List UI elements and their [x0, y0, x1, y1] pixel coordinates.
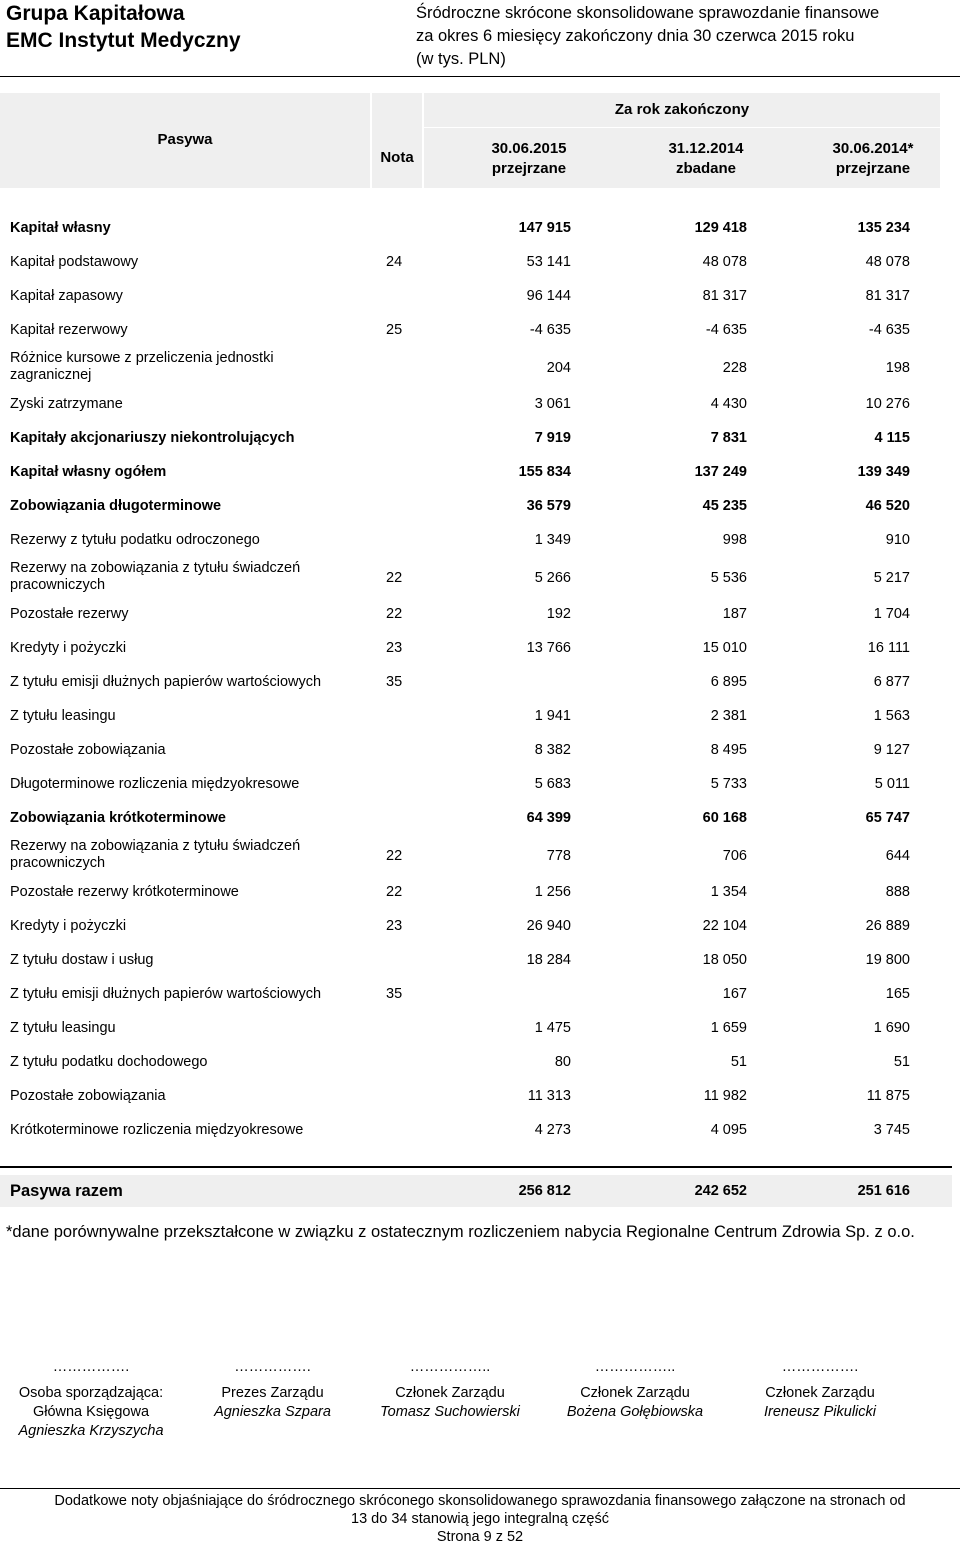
row-value-2014-12: 8 495 [710, 742, 747, 758]
row-label-continued: zagranicznej [10, 367, 92, 383]
row-value-2014-06: 51 [893, 1054, 910, 1070]
row-value-2014-06: 3 745 [873, 1122, 910, 1138]
col3-status: przejrzane [835, 160, 911, 177]
row-value-2015-06: 5 683 [534, 776, 571, 792]
row-label: Krótkoterminowe rozliczenia międzyokresowe [10, 1122, 304, 1138]
row-label: Kapitał zapasowy [10, 288, 123, 304]
row-value-2014-06: 644 [885, 848, 910, 864]
signature-line: …………….. [409, 1359, 491, 1375]
signature-role: Osoba sporządzająca: [18, 1385, 164, 1401]
row-note: 23 [386, 918, 403, 934]
header-inner-divider [424, 127, 940, 128]
report-title [416, 2, 879, 71]
row-value-2014-06: 1 704 [873, 606, 910, 622]
row-value-2014-06: 6 877 [873, 674, 910, 690]
row-value-2014-12: 167 [722, 986, 747, 1002]
row-label: Różnice kursowe z przeliczenia jednostki [10, 350, 274, 366]
row-value-2015-06: 7 919 [534, 430, 571, 446]
row-note: 22 [386, 884, 403, 900]
col1-date: 30.06.2015 [491, 140, 567, 157]
row-value-2014-06: 9 127 [873, 742, 910, 758]
row-value-2014-12: 228 [722, 360, 747, 376]
row-value-2014-06: 11 875 [866, 1088, 910, 1104]
row-value-2014-06: 139 349 [857, 464, 910, 480]
row-value-2015-06: 36 579 [526, 498, 571, 514]
row-label: Pozostałe rezerwy [10, 606, 129, 622]
signature-role: Prezes Zarządu [221, 1385, 324, 1401]
row-value-2014-12: 4 095 [710, 1122, 747, 1138]
row-value-2014-06: 165 [885, 986, 910, 1002]
row-label: Kapitał własny ogółem [10, 464, 167, 480]
row-label: Zobowiązania długoterminowe [10, 498, 222, 514]
row-value-2014-12: 18 050 [702, 952, 747, 968]
row-value-2015-06: -4 635 [529, 322, 571, 338]
row-value-2014-06: 135 234 [857, 220, 910, 236]
total-label: Pasywa razem [10, 1182, 123, 1200]
row-label: Z tytułu podatku dochodowego [10, 1054, 208, 1070]
col1-status: przejrzane [491, 160, 567, 177]
row-value-2014-06: 16 111 [867, 640, 910, 656]
row-note: 35 [386, 986, 403, 1002]
row-label: Rezerwy z tytułu podatku odroczonego [10, 532, 260, 548]
row-value-2014-12: 7 831 [710, 430, 747, 446]
row-label: Zyski zatrzymane [10, 396, 123, 412]
signature-name: Tomasz Suchowierski [380, 1404, 520, 1420]
row-label: Z tytułu emisji dłużnych papierów wartościowych [10, 986, 322, 1002]
row-value-2014-06: 4 115 [874, 430, 910, 446]
row-value-2014-12: 81 317 [702, 288, 747, 304]
row-label: Pozostałe rezerwy krótkoterminowe [10, 884, 239, 900]
row-value-2014-12: 2 381 [710, 708, 747, 724]
row-value-2014-12: 45 235 [702, 498, 747, 514]
row-value-2014-06: 198 [885, 360, 910, 376]
row-value-2014-06: 46 520 [865, 498, 910, 514]
row-value-2015-06: 147 915 [518, 220, 571, 236]
col2-status: zbadane [675, 160, 736, 177]
signature-line: ……………. [234, 1359, 311, 1375]
row-value-2014-12: 6 895 [710, 674, 747, 690]
row-label: Z tytułu leasingu [10, 708, 116, 724]
footer-note-line-2: 13 do 34 stanowią jego integralną część [351, 1511, 609, 1527]
signature-president [200, 1358, 345, 1422]
row-value-2014-06: 910 [885, 532, 910, 548]
pasywa-label: Pasywa [157, 131, 213, 148]
row-label-continued: pracowniczych [10, 577, 106, 593]
header-divider [0, 76, 960, 77]
signature-role: Członek Zarządu [395, 1385, 505, 1401]
column-header-periods [424, 93, 940, 188]
row-label: Z tytułu leasingu [10, 1020, 116, 1036]
row-label: Z tytułu dostaw i usług [10, 952, 154, 968]
signature-accountant [6, 1358, 176, 1441]
total-value-2015: 256 812 [518, 1183, 571, 1199]
company-line-1: Grupa Kapitałowa [6, 2, 185, 25]
row-value-2014-06: 81 317 [865, 288, 910, 304]
total-divider [0, 1166, 952, 1168]
footer-divider [0, 1488, 960, 1489]
row-value-2014-12: 187 [722, 606, 747, 622]
row-label: Kredyty i pożyczki [10, 640, 127, 656]
row-label: Kapitał rezerwowy [10, 322, 128, 338]
signature-role-2: Główna Księgowa [32, 1404, 150, 1420]
total-row [0, 1175, 952, 1207]
report-line-3: (w tys. PLN) [416, 50, 506, 68]
row-value-2015-06: 3 061 [534, 396, 571, 412]
report-line-2: za okres 6 miesięcy zakończony dnia 30 czerwca 2015 roku [416, 27, 855, 45]
row-value-2015-06: 18 284 [526, 952, 571, 968]
row-value-2014-06: -4 635 [868, 322, 910, 338]
row-value-2014-06: 5 011 [874, 776, 910, 792]
row-value-2015-06: 1 475 [534, 1020, 571, 1036]
signature-role: Członek Zarządu [580, 1385, 690, 1401]
column-header-nota [372, 93, 422, 188]
row-value-2015-06: 8 382 [534, 742, 571, 758]
row-note: 22 [386, 606, 403, 622]
row-value-2014-06: 1 690 [873, 1020, 910, 1036]
row-value-2014-06: 5 217 [873, 570, 910, 586]
row-note: 25 [386, 322, 403, 338]
row-value-2015-06: 192 [546, 606, 571, 622]
row-value-2014-12: 137 249 [694, 464, 747, 480]
col1-header [464, 139, 594, 179]
row-label: Zobowiązania krótkoterminowe [10, 810, 226, 826]
row-value-2014-12: 5 536 [710, 570, 747, 586]
page-footer [0, 1492, 960, 1546]
row-label: Kredyty i pożyczki [10, 918, 127, 934]
footnote: *dane porównywalne przekształcone w związku z ostatecznym rozliczeniem nabycia Regionalne Centrum Zdrowia Sp. z o.o. [6, 1223, 915, 1241]
row-value-2014-12: 5 733 [710, 776, 747, 792]
col3-date: 30.06.2014* [832, 140, 914, 157]
row-note: 23 [386, 640, 403, 656]
row-note: 22 [386, 848, 403, 864]
row-value-2015-06: 155 834 [518, 464, 571, 480]
row-value-2015-06: 11 313 [527, 1088, 571, 1104]
row-value-2014-06: 19 800 [865, 952, 910, 968]
row-note: 22 [386, 570, 403, 586]
row-label: Kapitał podstawowy [10, 254, 139, 270]
row-label: Z tytułu emisji dłużnych papierów wartościowych [10, 674, 322, 690]
row-label: Rezerwy na zobowiązania z tytułu świadczeń [10, 838, 301, 854]
row-value-2014-12: 1 659 [710, 1020, 747, 1036]
row-value-2015-06: 1 349 [534, 532, 571, 548]
row-label: Kapitały akcjonariuszy niekontrolujących [10, 430, 295, 446]
signature-role: Członek Zarządu [765, 1385, 875, 1401]
row-value-2015-06: 1 941 [534, 708, 571, 724]
signature-name: Agnieszka Szpara [214, 1404, 331, 1420]
row-value-2014-12: 48 078 [702, 254, 747, 270]
row-value-2015-06: 64 399 [526, 810, 571, 826]
row-label: Rezerwy na zobowiązania z tytułu świadczeń [10, 560, 301, 576]
signature-board-member-3 [740, 1358, 900, 1422]
row-value-2014-12: 22 104 [702, 918, 747, 934]
row-value-2015-06: 13 766 [526, 640, 571, 656]
row-value-2014-12: 15 010 [702, 640, 747, 656]
row-value-2015-06: 204 [546, 360, 571, 376]
row-value-2015-06: 53 141 [526, 254, 571, 270]
row-label: Kapitał własny [10, 220, 111, 236]
signature-board-member-2 [550, 1358, 720, 1422]
row-label: Pozostałe zobowiązania [10, 1088, 166, 1104]
row-value-2015-06: 96 144 [526, 288, 571, 304]
row-label-continued: pracowniczych [10, 855, 106, 871]
row-value-2014-12: 11 982 [703, 1088, 747, 1104]
signature-name: Ireneusz Pikulicki [763, 1404, 876, 1420]
row-value-2015-06: 5 266 [534, 570, 571, 586]
col2-header [636, 139, 776, 179]
row-value-2014-12: 706 [722, 848, 747, 864]
column-header-pasywa [0, 93, 370, 188]
row-label: Długoterminowe rozliczenia międzyokresowe [10, 776, 300, 792]
row-value-2015-06: 1 256 [534, 884, 571, 900]
page-number: Strona 9 z 52 [436, 1529, 524, 1545]
row-value-2015-06: 26 940 [526, 918, 571, 934]
row-label: Pozostałe zobowiązania [10, 742, 166, 758]
row-value-2014-12: -4 635 [705, 322, 747, 338]
row-value-2014-06: 888 [885, 884, 910, 900]
col2-date: 31.12.2014 [668, 140, 744, 157]
total-value-2014-12: 242 652 [694, 1183, 747, 1199]
row-value-2014-12: 998 [722, 532, 747, 548]
row-value-2014-06: 48 078 [865, 254, 910, 270]
signature-line: …………….. [594, 1359, 676, 1375]
signature-line: ……………. [781, 1359, 859, 1375]
company-line-2: EMC Instytut Medyczny [6, 29, 241, 52]
row-note: 35 [386, 674, 403, 690]
nota-label: Nota [380, 149, 414, 166]
row-value-2014-06: 10 276 [865, 396, 910, 412]
col3-header [806, 139, 940, 179]
row-value-2014-12: 1 354 [710, 884, 747, 900]
row-note: 24 [386, 254, 403, 270]
row-value-2014-12: 129 418 [694, 220, 747, 236]
row-value-2014-12: 51 [730, 1054, 747, 1070]
company-name [6, 0, 241, 54]
signature-board-member-1 [365, 1358, 535, 1422]
signature-name: Bożena Gołębiowska [566, 1404, 704, 1420]
signature-name: Agnieszka Krzyszycha [18, 1423, 164, 1439]
row-value-2015-06: 80 [554, 1054, 571, 1070]
za-rok-label: Za rok zakończony [614, 101, 750, 118]
row-value-2015-06: 4 273 [534, 1122, 571, 1138]
row-value-2014-06: 65 747 [865, 810, 910, 826]
footer-note-line-1: Dodatkowe noty objaśniające do śródrocznego skróconego skonsolidowanego sprawozdania finansowego załączone na stronach od [54, 1493, 906, 1509]
report-line-1: Śródroczne skrócone skonsolidowane sprawozdanie finansowe [416, 4, 880, 22]
row-value-2014-12: 60 168 [702, 810, 747, 826]
row-value-2014-06: 26 889 [865, 918, 910, 934]
total-value-2014-06: 251 616 [857, 1183, 910, 1199]
row-value-2014-12: 4 430 [710, 396, 747, 412]
signature-line: ……………. [52, 1359, 130, 1375]
row-value-2014-06: 1 563 [873, 708, 910, 724]
row-value-2015-06: 778 [546, 848, 571, 864]
